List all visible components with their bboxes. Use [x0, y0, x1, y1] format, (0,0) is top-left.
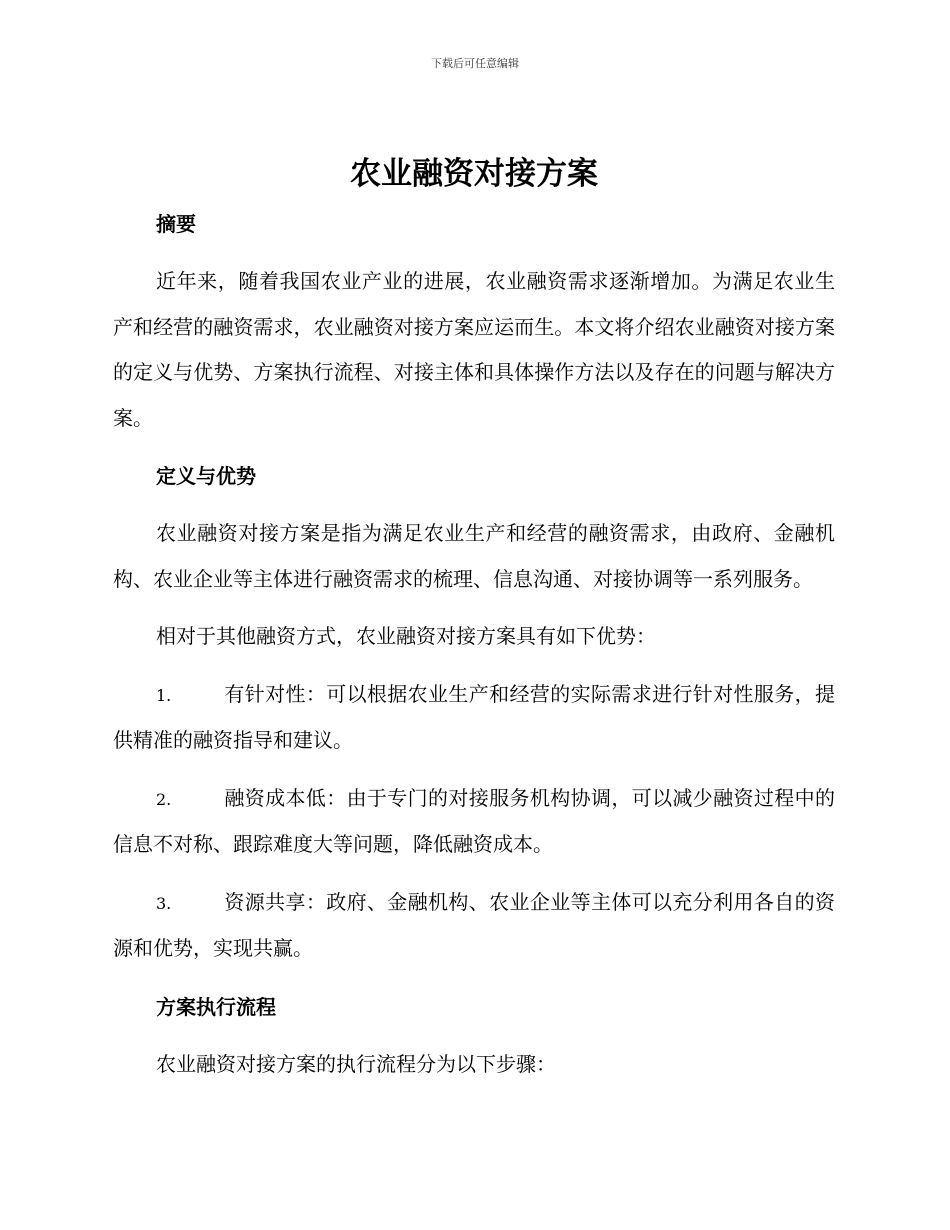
definition-paragraph: 农业融资对接方案是指为满足农业生产和经营的融资需求，由政府、金融机构、农业企业等主体进行融资需求的梳理、信息沟通、对接协调等一系列服务。: [113, 521, 835, 591]
heading-definition: 定义与优势: [156, 464, 256, 488]
list-item-number: 2.: [156, 789, 172, 809]
list-item-text: 资源共享：政府、金融机构、农业企业等主体可以充分利用各自的资源和优势，实现共赢。: [113, 889, 835, 960]
list-item: [113, 776, 835, 868]
abstract-paragraph: 近年来，随着我国农业产业的进展，农业融资需求逐渐增加。为满足农业生产和经营的融资需求，农业融资对接方案应运而生。本文将介绍农业融资对接方案的定义与优势、方案执行流程、对接主体和具体操作方法以及存在的问题与解决方案。: [113, 269, 835, 430]
process-paragraph: 农业融资对接方案的执行流程分为以下步骤：: [156, 1051, 556, 1076]
document-title: 农业融资对接方案: [350, 156, 598, 192]
list-item-text: 融资成本低：由于专门的对接服务机构协调，可以减少融资过程中的信息不对称、跟踪难度大等问题，降低融资成本。: [113, 785, 835, 856]
document-body: [113, 150, 835, 1087]
list-item: [113, 880, 835, 972]
heading-process: 方案执行流程: [156, 994, 276, 1019]
advantages-intro-paragraph: 相对于其他融资方式，农业融资对接方案具有如下优势：: [156, 624, 656, 648]
list-item-number: 3.: [156, 893, 172, 913]
header-note: 下载后可任意编辑: [431, 57, 519, 70]
list-item-text: 有针对性：可以根据农业生产和经营的实际需求进行针对性服务，提供精准的融资指导和建议。: [113, 681, 835, 752]
heading-abstract: 摘要: [156, 212, 196, 236]
list-item-number: 1.: [156, 685, 172, 705]
list-item: [113, 672, 835, 764]
